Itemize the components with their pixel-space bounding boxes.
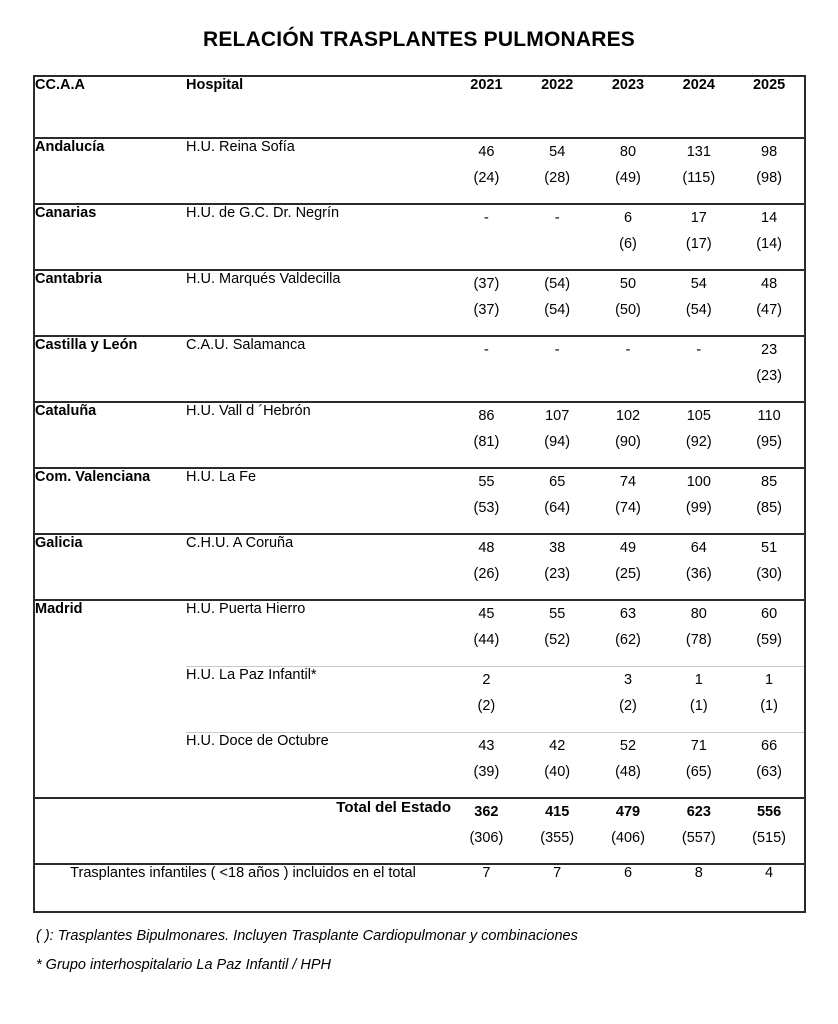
value-bipulmonar: (54) [544,302,571,318]
cell-2024 [663,336,734,402]
value-main: 362 [474,804,499,820]
value-bipulmonar: (2) [619,697,637,714]
value-main: 38 [549,540,566,556]
row-ccaa [34,666,186,732]
row-hospital: H.U. de G.C. Dr. Negrín [186,204,451,270]
cell-2022 [522,402,593,468]
cell-2024 [663,534,734,600]
cell-2023 [593,402,664,468]
value-bipulmonar: (44) [473,632,500,648]
value-bipulmonar: (306) [469,830,504,846]
cell-2023 [593,732,664,798]
cell-2023 [593,204,664,270]
pediatric-label: Trasplantes infantiles ( <18 años ) incluidos en el total [34,864,451,912]
value-main: 107 [545,408,570,424]
table-row [34,534,805,600]
total-label: Total del Estado [34,798,451,864]
table-row [34,732,805,798]
cell-2021 [451,666,522,732]
value-main: 51 [761,540,778,556]
value-bipulmonar [451,231,522,257]
cell-2022 [522,336,593,402]
value-bipulmonar: (47) [756,302,782,318]
value-main: 52 [619,737,637,754]
cell-2024 [663,468,734,534]
cell-2025 [734,666,805,732]
header-hospital: Hospital [186,77,244,93]
value-bipulmonar: (14) [756,236,782,252]
value-main: 55 [478,474,495,490]
header-row [34,76,805,138]
value-main: 48 [761,276,778,292]
footnotes [36,928,816,986]
cell-2021 [451,138,522,204]
row-hospital: C.H.U. A Coruña [186,534,451,600]
cell-2022 [522,138,593,204]
value-bipulmonar: (85) [756,500,782,516]
cell-2022 [522,600,593,666]
value-bipulmonar: (1) [760,697,778,714]
table-row [34,402,805,468]
value-bipulmonar: (59) [756,632,782,648]
cell-2025 [734,270,805,336]
row-ccaa: Canarias [34,204,186,270]
table-row [34,468,805,534]
value-bipulmonar: (54) [685,302,712,318]
cell-2023 [593,138,664,204]
value-main: - [625,342,631,358]
value-main: 100 [686,474,711,490]
value-main: 86 [478,408,495,424]
value-main: 105 [686,408,711,424]
value-main: 63 [619,606,637,622]
transplant-table [33,75,806,913]
cell-2024 [663,732,734,798]
value-main: 1 [694,671,703,688]
row-ccaa: Galicia [34,534,186,600]
cell-2022 [522,666,593,732]
value-main: 131 [686,144,711,160]
header-year-2021: 2021 [470,77,503,93]
value-main: 71 [690,737,707,754]
cell-2021 [451,402,522,468]
value-main: 45 [478,606,495,622]
value-bipulmonar: (98) [756,170,782,186]
footnote-bipulmonares: ( ): Trasplantes Bipulmonares. Incluyen Trasplante Cardiopulmonar y combinaciones [36,928,578,944]
value-main [522,667,593,693]
value-main: 14 [761,210,778,226]
cell-2024 [663,600,734,666]
row-ccaa: Madrid [34,600,186,666]
value-main: 6 [623,210,633,226]
row-hospital: H.U. La Paz Infantil* [186,666,451,732]
cell-2021 [451,732,522,798]
value-main: 556 [756,804,782,820]
cell-2021 [451,270,522,336]
cell-2022 [522,732,593,798]
value-bipulmonar [593,363,664,389]
value-bipulmonar: (115) [682,170,716,186]
value-bipulmonar: (92) [685,434,712,450]
header-year-2022: 2022 [541,77,574,93]
value-main: 66 [761,737,778,754]
value-main: 23 [761,342,778,358]
value-main: (37) [473,276,500,292]
value-bipulmonar: (74) [615,500,641,516]
cell-2025 [734,336,805,402]
row-hospital: H.U. Vall d ´Hebrón [186,402,451,468]
cell-2023 [593,468,664,534]
value-main: - [554,342,560,358]
cell-2025 [734,468,805,534]
header-year-2025: 2025 [752,77,786,93]
value-bipulmonar [451,363,522,389]
cell-2024 [663,402,734,468]
value-bipulmonar: (30) [756,566,782,582]
value-main: 479 [615,804,641,820]
value-main: 98 [761,144,778,160]
cell-2024 [663,138,734,204]
table-body [34,138,805,912]
cell-2025 [734,402,805,468]
cell-2023 [593,600,664,666]
cell-2025 [734,138,805,204]
pediatric-cell-2022: 7 [522,864,593,912]
value-bipulmonar: (63) [756,763,782,780]
value-main: 1 [765,671,774,688]
value-bipulmonar: (24) [473,170,500,186]
pediatric-row [34,864,805,912]
cell-2023 [593,270,664,336]
table-row [34,204,805,270]
value-bipulmonar: (26) [473,566,500,582]
value-main: 42 [549,737,566,754]
value-main: - [483,342,489,358]
row-hospital: H.U. Doce de Octubre [186,732,451,798]
value-bipulmonar: (39) [473,763,500,780]
value-bipulmonar: (557) [681,830,716,846]
cell-2024 [663,666,734,732]
value-bipulmonar: (62) [615,632,641,648]
value-bipulmonar: (78) [685,632,712,648]
total-cell-2021 [451,798,522,864]
row-ccaa: Andalucía [34,138,186,204]
value-bipulmonar: (28) [544,170,571,186]
value-bipulmonar: (64) [544,500,571,516]
value-bipulmonar: (23) [756,368,782,384]
row-ccaa: Com. Valenciana [34,468,186,534]
value-bipulmonar: (95) [756,434,782,450]
cell-2021 [451,204,522,270]
transplant-table-container [33,75,804,913]
value-bipulmonar: (515) [752,830,787,846]
cell-2023 [593,336,664,402]
table-header [34,76,805,138]
value-main: 43 [478,737,495,754]
table-row [34,336,805,402]
value-main: 50 [619,276,637,292]
value-bipulmonar: (90) [615,434,641,450]
value-bipulmonar: (40) [544,763,571,780]
value-bipulmonar: (2) [477,697,496,714]
cell-2025 [734,732,805,798]
value-bipulmonar: (53) [473,500,500,516]
value-main: 54 [549,144,566,160]
value-main: 415 [545,804,570,820]
value-bipulmonar: (99) [685,500,712,516]
table-row [34,270,805,336]
value-bipulmonar: (25) [615,566,641,582]
value-bipulmonar [522,363,593,389]
value-main: 54 [690,276,707,292]
cell-2025 [734,534,805,600]
cell-2025 [734,600,805,666]
pediatric-cell-2025: 4 [734,864,805,912]
row-hospital: C.A.U. Salamanca [186,336,451,402]
row-hospital: H.U. Puerta Hierro [186,600,451,666]
value-bipulmonar [522,231,593,257]
total-cell-2024 [663,798,734,864]
value-main: 17 [690,210,707,226]
value-bipulmonar: (48) [615,763,641,780]
cell-2024 [663,270,734,336]
total-cell-2023 [593,798,664,864]
cell-2022 [522,534,593,600]
value-bipulmonar: (6) [619,236,637,252]
value-bipulmonar: (406) [611,830,645,846]
cell-2024 [663,204,734,270]
value-main: 623 [686,804,711,820]
value-main: 110 [757,408,781,424]
row-hospital: H.U. La Fe [186,468,451,534]
value-bipulmonar: (36) [685,566,712,582]
pediatric-cell-2024: 8 [663,864,734,912]
total-cell-2022 [522,798,593,864]
footnote-lapaz-group: * Grupo interhospitalario La Paz Infantil / HPH [36,957,331,973]
value-bipulmonar: (65) [685,763,712,780]
total-row [34,798,805,864]
row-hospital: H.U. Reina Sofía [186,138,451,204]
table-row [34,600,805,666]
value-main: 49 [619,540,637,556]
value-main: 3 [623,671,633,688]
value-bipulmonar: (1) [689,697,708,714]
pediatric-cell-2023: 6 [593,864,664,912]
total-cell-2025 [734,798,805,864]
value-main: 85 [761,474,778,490]
cell-2023 [593,534,664,600]
value-main: - [483,210,489,226]
value-main: - [696,342,702,358]
value-bipulmonar: (52) [544,632,571,648]
row-ccaa: Cataluña [34,402,186,468]
table-row [34,666,805,732]
row-ccaa: Cantabria [34,270,186,336]
cell-2021 [451,336,522,402]
page-title: RELACIÓN TRASPLANTES PULMONARES [202,28,636,51]
cell-2025 [734,204,805,270]
value-bipulmonar: (81) [473,434,500,450]
header-year-2024: 2024 [682,77,715,93]
row-ccaa: Castilla y León [34,336,186,402]
value-bipulmonar: (49) [615,170,641,186]
value-bipulmonar [522,693,593,719]
value-main: 60 [761,606,778,622]
value-main: 46 [478,144,495,160]
value-main: 80 [690,606,707,622]
value-main: 80 [619,144,637,160]
value-main: 2 [482,671,491,688]
row-hospital: H.U. Marqués Valdecilla [186,270,451,336]
value-bipulmonar: (50) [615,302,641,318]
value-bipulmonar: (94) [544,434,571,450]
cell-2022 [522,468,593,534]
value-main: 64 [690,540,707,556]
header-ccaa: CC.A.A [35,77,85,93]
cell-2021 [451,468,522,534]
value-bipulmonar [663,363,734,389]
pediatric-cell-2021: 7 [451,864,522,912]
cell-2023 [593,666,664,732]
value-bipulmonar: (23) [544,566,571,582]
value-main: 65 [549,474,566,490]
cell-2022 [522,204,593,270]
value-main: - [554,210,560,226]
value-main: 48 [478,540,495,556]
value-main: (54) [544,276,571,292]
cell-2021 [451,534,522,600]
value-bipulmonar: (37) [473,302,500,318]
value-bipulmonar: (355) [540,830,575,846]
table-row [34,138,805,204]
row-ccaa [34,732,186,798]
value-main: 102 [615,408,641,424]
value-main: 55 [549,606,566,622]
cell-2022 [522,270,593,336]
value-main: 74 [619,474,637,490]
cell-2021 [451,600,522,666]
value-bipulmonar: (17) [685,236,712,252]
header-year-2023: 2023 [611,77,645,93]
